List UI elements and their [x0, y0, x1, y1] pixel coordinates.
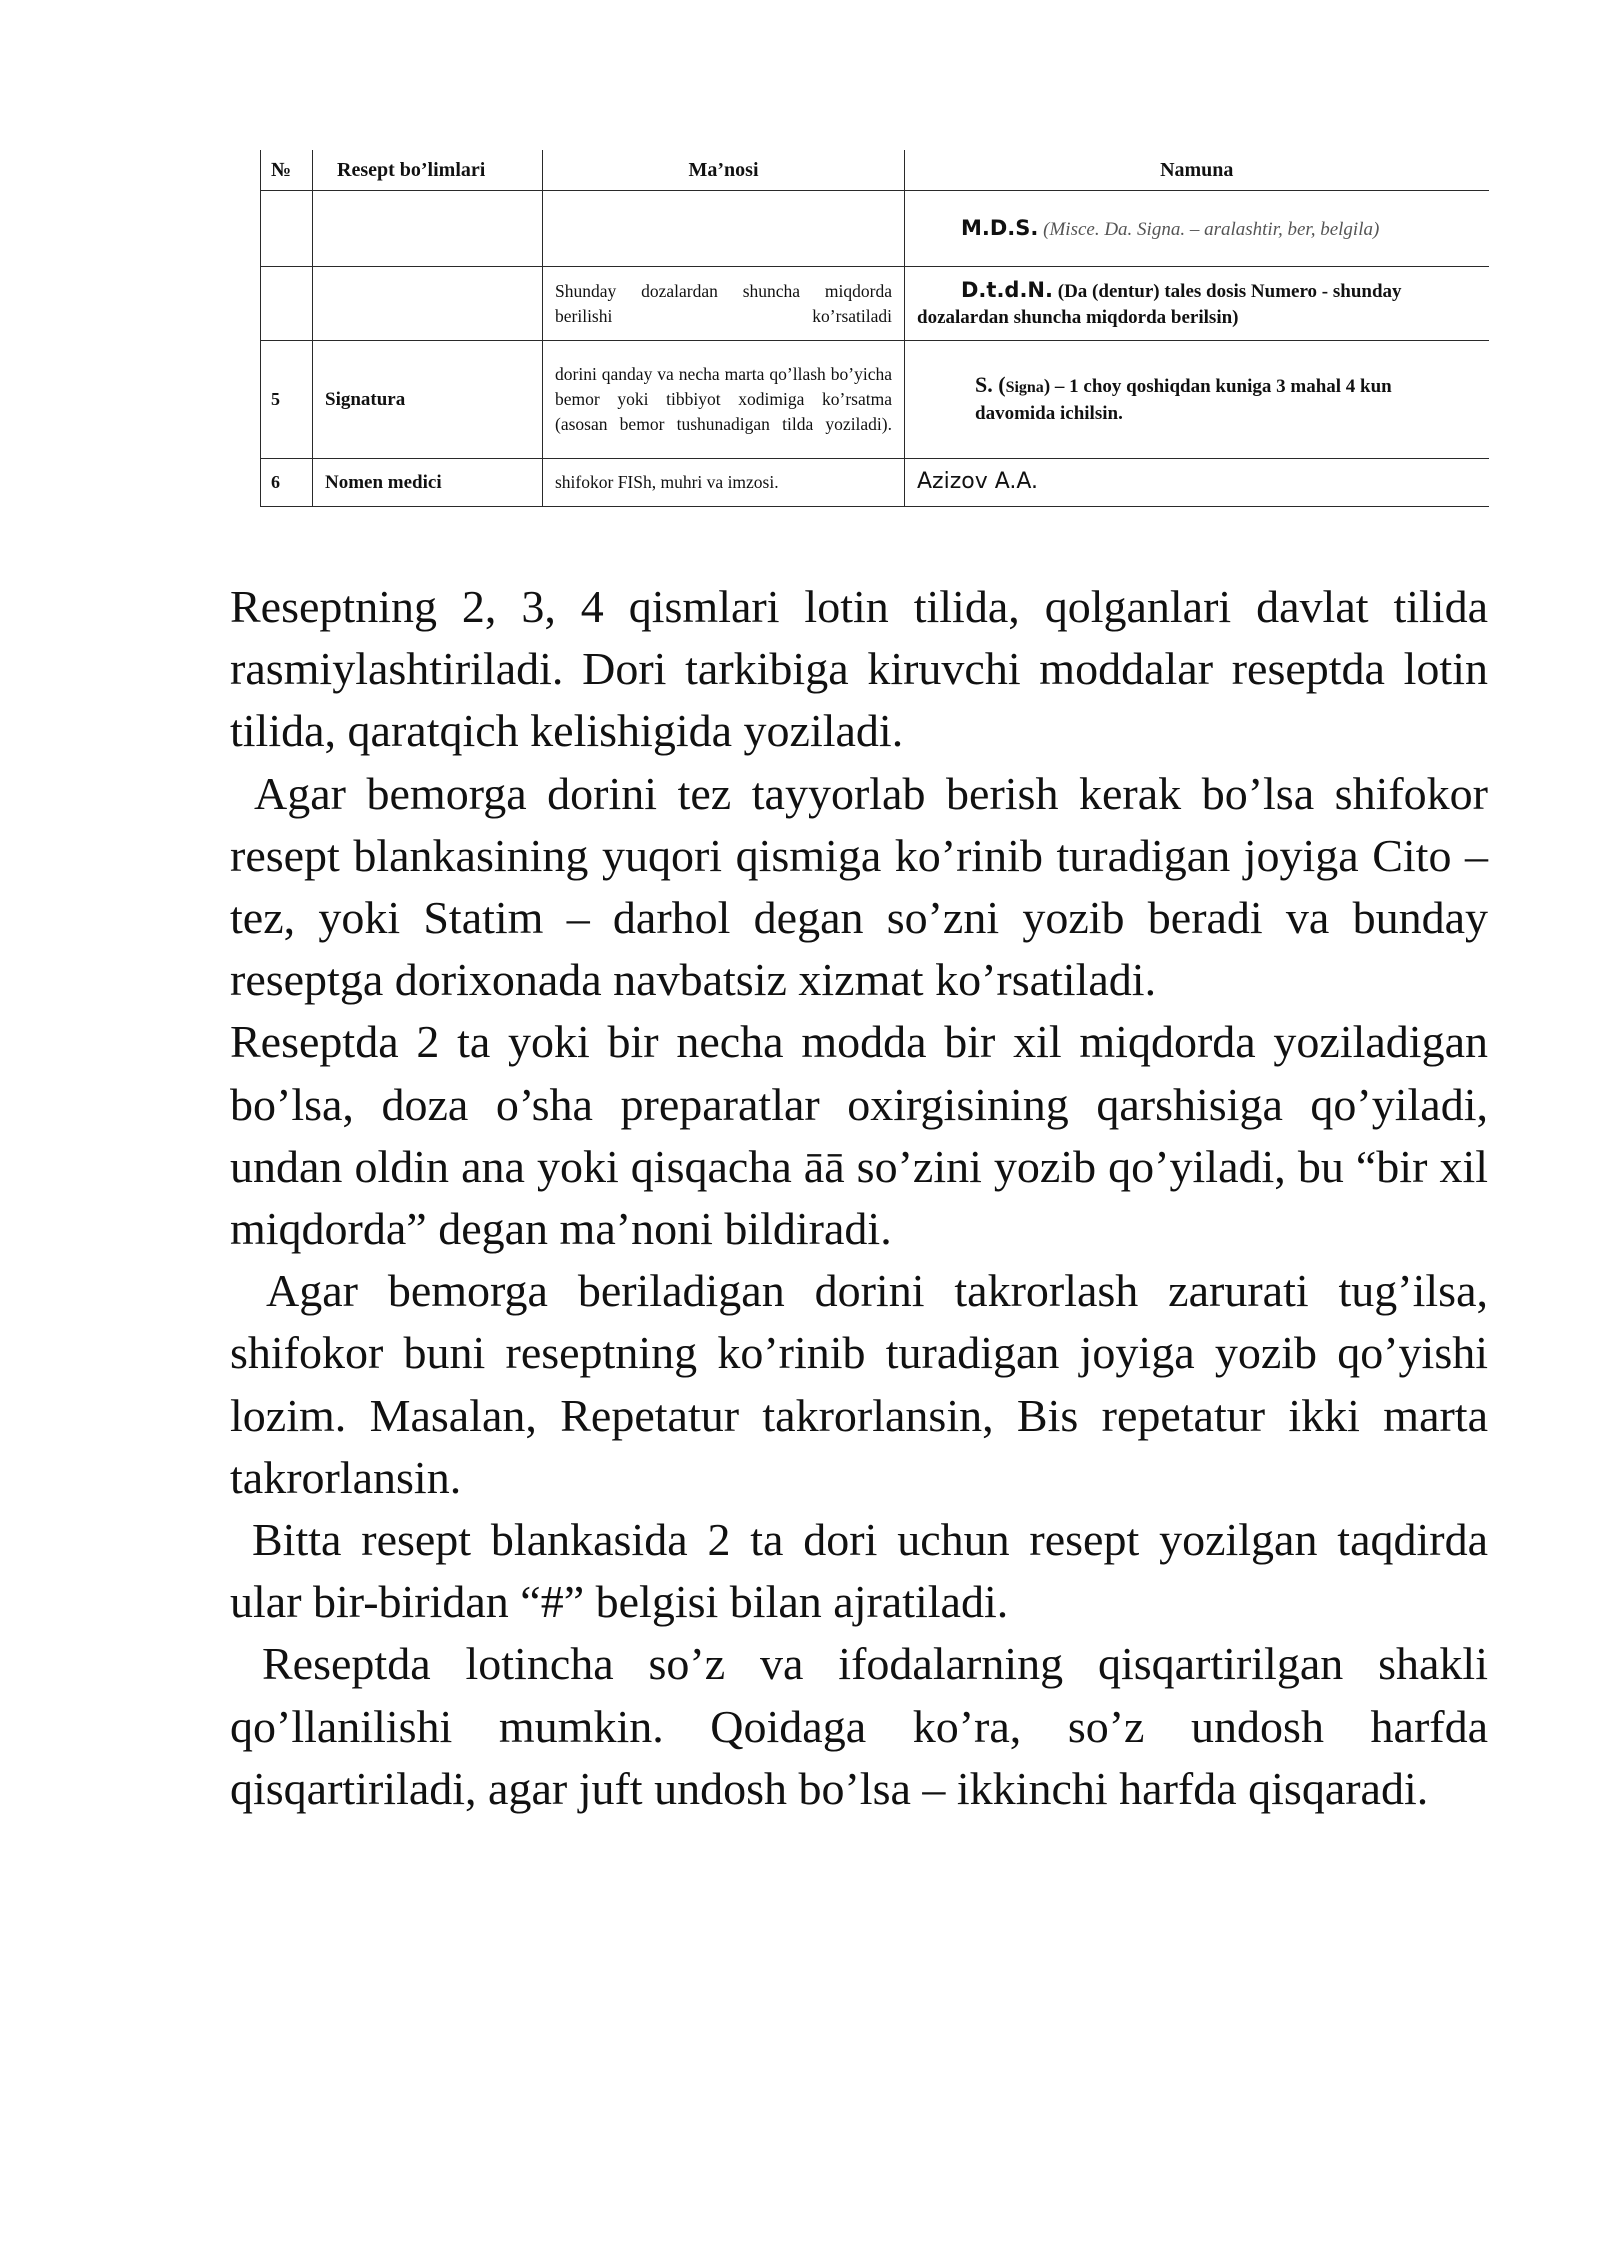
table-row — [261, 191, 1489, 267]
prescription-table — [260, 150, 1489, 507]
row-part — [313, 267, 543, 341]
sample-code: M.D.S. — [961, 215, 1039, 240]
row-sample — [905, 191, 1489, 267]
row-part: Nomen medici — [313, 459, 543, 507]
header-meaning: Ma’nosi — [543, 150, 905, 191]
table-row — [261, 341, 1489, 459]
table-row — [261, 459, 1489, 507]
row-sample — [905, 267, 1489, 341]
sample-text: (Da (dentur) tales dosis Numero - shunday dozalardan shuncha miqdorda berilsin) — [917, 280, 1402, 328]
paragraph: Reseptda lotincha so’z va ifodalarning qisqartirilgan shakli qo’llanilishi mumkin. Qoidaga ko’ra, so’z undosh harfda qisqartiriladi, agar juft undosh bo’lsa – ikkinchi harfda qisqaradi. — [230, 1638, 1488, 1814]
paragraph: Agar bemorga dorini tez tayyorlab berish kerak bo’lsa shifokor resept blankasining yuqori qismiga ko’rinib turadigan joyiga Cito – tez, yoki Statim – darhol degan so’zni yozib beradi va bunday reseptga dorixonada navbatsiz xizmat ko’rsatiladi. — [230, 767, 1488, 1006]
row-part: Signatura — [313, 341, 543, 459]
row-number: 6 — [261, 459, 313, 507]
row-sample — [905, 341, 1489, 459]
header-number: № — [261, 150, 313, 191]
sample-code: D.t.d.N. — [961, 277, 1053, 302]
row-meaning: dorini qanday va necha marta qo’llash bo’yicha bemor yoki tibbiyot xodimiga ko’rsatma (asosan bemor tushunadigan tilda yoziladi). — [543, 341, 905, 459]
table-header-row — [261, 150, 1489, 191]
row-number — [261, 191, 313, 267]
prescription-table-wrapper — [260, 150, 1488, 507]
paragraph: Agar bemorga beriladigan dorini takrorlash zarurati tug’ilsa, shifokor buni reseptning ko’rinib turadigan joyiga yozib qo’yishi lozim. Masalan, Repetatur takrorlansin, Bis repetatur ikki marta takrorlansin. — [230, 1265, 1488, 1503]
row-meaning — [543, 191, 905, 267]
sample-code: S. ( — [975, 372, 1006, 397]
header-sample: Namuna — [905, 150, 1489, 191]
row-meaning: Shunday dozalardan shuncha miqdorda berilishi ko’rsatiladi — [543, 267, 905, 341]
sample-code-small: Signa — [1005, 379, 1044, 396]
row-number: 5 — [261, 341, 313, 459]
row-sample — [905, 459, 1489, 507]
body-text — [230, 576, 1488, 1820]
paragraph: Reseptning 2, 3, 4 qismlari lotin tilida, qolganlari davlat tilida rasmiylashtiriladi. Dori tarkibiga kiruvchi moddalar reseptda lotin tilida, qaratqich kelishigida yoziladi. — [230, 581, 1488, 757]
row-part — [313, 191, 543, 267]
doctor-name: Azizov A.A. — [917, 469, 1039, 494]
paragraph: Bitta resept blankasida 2 ta dori uchun resept yozilgan taqdirda ular bir-biridan “#” belgisi bilan ajratiladi. — [230, 1514, 1488, 1628]
sample-text: ) – 1 choy qoshiqdan kuniga 3 mahal 4 kun davomida ichilsin. — [975, 376, 1392, 424]
header-prescription-parts: Resept bo’limlari — [313, 150, 543, 191]
table-row — [261, 267, 1489, 341]
row-number — [261, 267, 313, 341]
row-meaning: shifokor FISh, muhri va imzosi. — [543, 459, 905, 507]
paragraph: Reseptda 2 ta yoki bir necha modda bir xil miqdorda yoziladigan bo’lsa, doza o’sha preparatlar oxirgisining qarshisiga qo’yiladi, undan oldin ana yoki qisqacha āā so’zini yozib qo’yiladi, bu “bir xil miqdorda” degan ma’noni bildiradi. — [230, 1016, 1488, 1255]
sample-text: (Misce. Da. Signa. – aralashtir, ber, belgila) — [1043, 218, 1380, 240]
